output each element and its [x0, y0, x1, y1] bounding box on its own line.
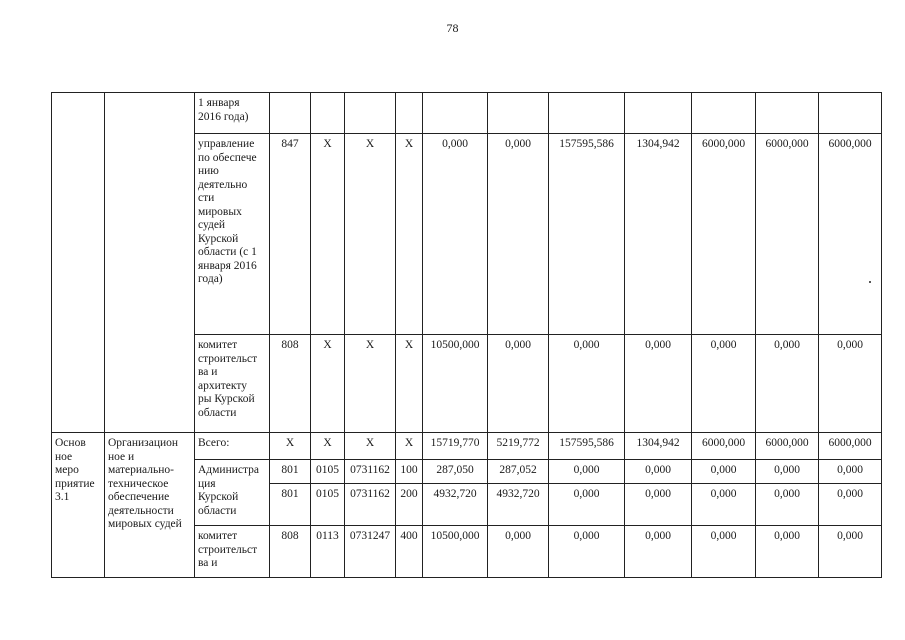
- value-cell: 4932,720: [488, 484, 549, 526]
- vr-cell: Х: [396, 433, 423, 460]
- value-cell: [423, 93, 488, 134]
- value-cell: 157595,586: [549, 433, 625, 460]
- value-cell: [549, 93, 625, 134]
- value-cell: 0,000: [756, 484, 819, 526]
- grbs-cell: 801: [270, 460, 311, 484]
- page-number: 78: [446, 21, 459, 35]
- csr-cell: Х: [345, 335, 396, 433]
- executor-cell: 1 января 2016 года): [195, 93, 270, 134]
- executor-cell: Администра ция Курской области: [195, 460, 270, 526]
- value-cell: 0,000: [756, 460, 819, 484]
- table-row: [52, 93, 882, 134]
- value-cell: 5219,772: [488, 433, 549, 460]
- rz-cell: Х: [311, 335, 345, 433]
- value-cell: 0,000: [488, 134, 549, 335]
- value-cell: 0,000: [692, 526, 756, 578]
- vr-cell: Х: [396, 134, 423, 335]
- csr-cell: [345, 93, 396, 134]
- csr-cell: 0731247: [345, 526, 396, 578]
- value-cell: [488, 93, 549, 134]
- value-cell: 6000,000: [819, 433, 882, 460]
- value-cell: 0,000: [625, 335, 692, 433]
- rz-cell: 0105: [311, 460, 345, 484]
- value-cell: 0,000: [756, 526, 819, 578]
- grbs-cell: Х: [270, 433, 311, 460]
- value-cell: 10500,000: [423, 526, 488, 578]
- activity-code-cell: Основ ное меро приятие 3.1: [52, 433, 105, 578]
- rz-cell: Х: [311, 433, 345, 460]
- csr-cell: Х: [345, 433, 396, 460]
- csr-cell: 0731162: [345, 460, 396, 484]
- activity-name-cell: Организацион ное и материально- техническое обеспечение деятельности мировых судей: [105, 433, 195, 578]
- rz-cell: 0113: [311, 526, 345, 578]
- value-cell: 0,000: [692, 484, 756, 526]
- value-cell: 0,000: [625, 460, 692, 484]
- value-cell: 0,000: [549, 335, 625, 433]
- vr-cell: 200: [396, 484, 423, 526]
- value-cell: 287,052: [488, 460, 549, 484]
- value-cell: 0,000: [819, 460, 882, 484]
- value-cell: 10500,000: [423, 335, 488, 433]
- budget-table: [51, 92, 882, 578]
- vr-cell: [396, 93, 423, 134]
- value-cell: 0,000: [692, 460, 756, 484]
- value-cell: [756, 93, 819, 134]
- value-cell: 0,000: [625, 484, 692, 526]
- value-cell: 1304,942: [625, 134, 692, 335]
- value-cell: 6000,000: [819, 134, 882, 335]
- value-cell: 0,000: [549, 484, 625, 526]
- value-cell: 0,000: [819, 484, 882, 526]
- value-cell: 157595,586: [549, 134, 625, 335]
- vr-cell: Х: [396, 335, 423, 433]
- executor-cell: управление по обеспече нию деятельно сти мировых судей Курской области (с 1 января 2016 года): [195, 134, 270, 335]
- value-cell: 0,000: [423, 134, 488, 335]
- value-cell: 6000,000: [756, 433, 819, 460]
- value-cell: [692, 93, 756, 134]
- executor-cell: комитет строительст ва и: [195, 526, 270, 578]
- value-cell: 6000,000: [692, 134, 756, 335]
- grbs-cell: [270, 93, 311, 134]
- csr-cell: 0731162: [345, 484, 396, 526]
- rz-cell: 0105: [311, 484, 345, 526]
- value-cell: 0,000: [625, 526, 692, 578]
- table-row: [52, 433, 882, 460]
- value-cell: 6000,000: [692, 433, 756, 460]
- vr-cell: 400: [396, 526, 423, 578]
- scan-speck: [869, 281, 871, 283]
- value-cell: 0,000: [756, 335, 819, 433]
- grbs-cell: 801: [270, 484, 311, 526]
- value-cell: 1304,942: [625, 433, 692, 460]
- value-cell: 15719,770: [423, 433, 488, 460]
- value-cell: 0,000: [692, 335, 756, 433]
- value-cell: [625, 93, 692, 134]
- csr-cell: Х: [345, 134, 396, 335]
- value-cell: 0,000: [488, 526, 549, 578]
- vr-cell: 100: [396, 460, 423, 484]
- value-cell: 0,000: [819, 335, 882, 433]
- table-cell: [105, 93, 195, 433]
- value-cell: [819, 93, 882, 134]
- rz-cell: Х: [311, 134, 345, 335]
- executor-cell: комитет строительст ва и архитекту ры Курской области: [195, 335, 270, 433]
- table-cell: [52, 93, 105, 433]
- value-cell: 0,000: [549, 460, 625, 484]
- grbs-cell: 847: [270, 134, 311, 335]
- value-cell: 287,050: [423, 460, 488, 484]
- grbs-cell: 808: [270, 335, 311, 433]
- executor-cell: Всего:: [195, 433, 270, 460]
- value-cell: 0,000: [488, 335, 549, 433]
- grbs-cell: 808: [270, 526, 311, 578]
- value-cell: 0,000: [819, 526, 882, 578]
- value-cell: 4932,720: [423, 484, 488, 526]
- value-cell: 6000,000: [756, 134, 819, 335]
- rz-cell: [311, 93, 345, 134]
- value-cell: 0,000: [549, 526, 625, 578]
